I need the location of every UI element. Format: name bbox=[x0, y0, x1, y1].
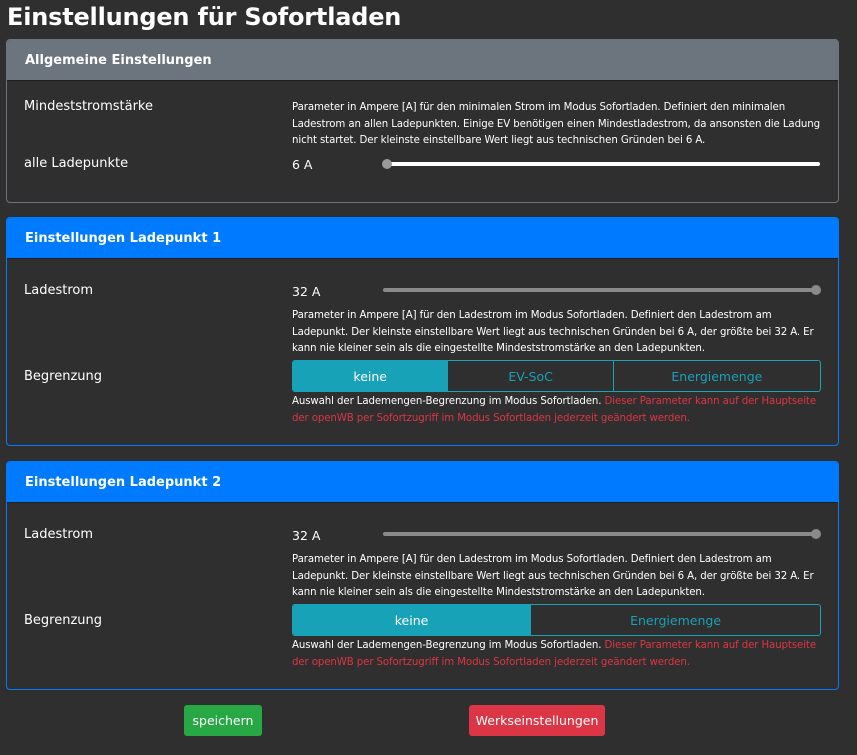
lp2-settings-header: Einstellungen Ladepunkt 2 bbox=[7, 462, 838, 503]
lp1-limit-label: Begrenzung bbox=[24, 369, 103, 384]
lp2-limit-button-group bbox=[292, 604, 821, 636]
lp1-limit-warning: Dieser Parameter kann auf der Hauptseite der openWB per Sofortzugriff im Modus Sofortladen jederzeit geändert werden. bbox=[292, 396, 816, 424]
lp2-current-slider-thumb[interactable] bbox=[811, 529, 821, 539]
lp2-limit-option-energiemenge[interactable]: Energiemenge bbox=[630, 612, 722, 628]
lp2-current-help: Parameter in Ampere [A] für den Ladestrom im Modus Sofortladen. Definiert den Ladestrom am Ladepunkt. Der kleinste einstellbare Wert liegt aus technischen Gründen bei 6 A, der größte bei 32 A. Er kann nie kleiner sein als die eingestellte Mindeststromstärke an den Ladepunkten. bbox=[292, 554, 814, 598]
min-current-slider-track[interactable] bbox=[386, 162, 820, 166]
lp1-current-help: Parameter in Ampere [A] für den Ladestrom im Modus Sofortladen. Definiert den Ladestrom am Ladepunkt. Der kleinste einstellbare Wert liegt aus technischen Gründen bei 6 A, der größte bei 32 A. Er kann nie kleiner sein als die eingestellte Mindeststromstärke an den Ladepunkten. bbox=[292, 310, 814, 354]
lp1-limit-button-group bbox=[292, 360, 821, 392]
lp1-current-label: Ladestrom bbox=[24, 283, 94, 298]
lp2-current-value: 32 A bbox=[292, 528, 321, 543]
lp2-current-slider-track[interactable] bbox=[383, 532, 817, 536]
lp1-current-slider-track[interactable] bbox=[383, 288, 817, 292]
page-title: Einstellungen für Sofortladen bbox=[7, 3, 402, 31]
lp1-current-value: 32 A bbox=[292, 284, 321, 299]
lp1-limit-option-keine[interactable]: keine bbox=[293, 361, 448, 391]
min-current-label: Mindeststromstärke bbox=[24, 99, 153, 114]
lp1-limit-help-text: Auswahl der Lademengen-Begrenzung im Modus Sofortladen. bbox=[292, 396, 602, 407]
lp2-limit-label: Begrenzung bbox=[24, 613, 103, 628]
lp2-limit-option-keine[interactable]: keine bbox=[293, 605, 531, 635]
min-current-slider-thumb[interactable] bbox=[382, 159, 392, 169]
lp2-current-label: Ladestrom bbox=[24, 527, 94, 542]
lp1-limit-option-ev-soc[interactable]: EV-SoC bbox=[448, 361, 613, 391]
lp2-limit-help-text: Auswahl der Lademengen-Begrenzung im Modus Sofortladen. bbox=[292, 640, 602, 651]
lp1-current-slider-thumb[interactable] bbox=[811, 285, 821, 295]
all-points-label: alle Ladepunkte bbox=[24, 156, 129, 171]
min-current-help: Parameter in Ampere [A] für den minimalen Strom im Modus Sofortladen. Definiert den minimalen Ladestrom an allen Ladepunkten. Einige EV benötigen einen Mindestladestrom, da ansonsten die Ladung nicht startet. Der kleinste einstellbare Wert liegt aus technischen Gründen bei 6 A. bbox=[292, 102, 821, 146]
lp1-settings-header: Einstellungen Ladepunkt 1 bbox=[7, 218, 838, 259]
save-button[interactable]: speichern bbox=[184, 705, 262, 736]
lp2-limit-help bbox=[292, 638, 827, 671]
lp2-limit-warning: Dieser Parameter kann auf der Hauptseite der openWB per Sofortzugriff im Modus Sofortladen jederzeit geändert werden. bbox=[292, 640, 816, 668]
factory-reset-button[interactable]: Werkseinstellungen bbox=[469, 705, 605, 736]
lp1-limit-help bbox=[292, 394, 827, 427]
general-settings-header: Allgemeine Einstellungen bbox=[7, 40, 838, 81]
lp1-limit-option-energiemenge[interactable]: Energiemenge bbox=[671, 368, 763, 384]
all-points-value: 6 A bbox=[292, 157, 313, 172]
